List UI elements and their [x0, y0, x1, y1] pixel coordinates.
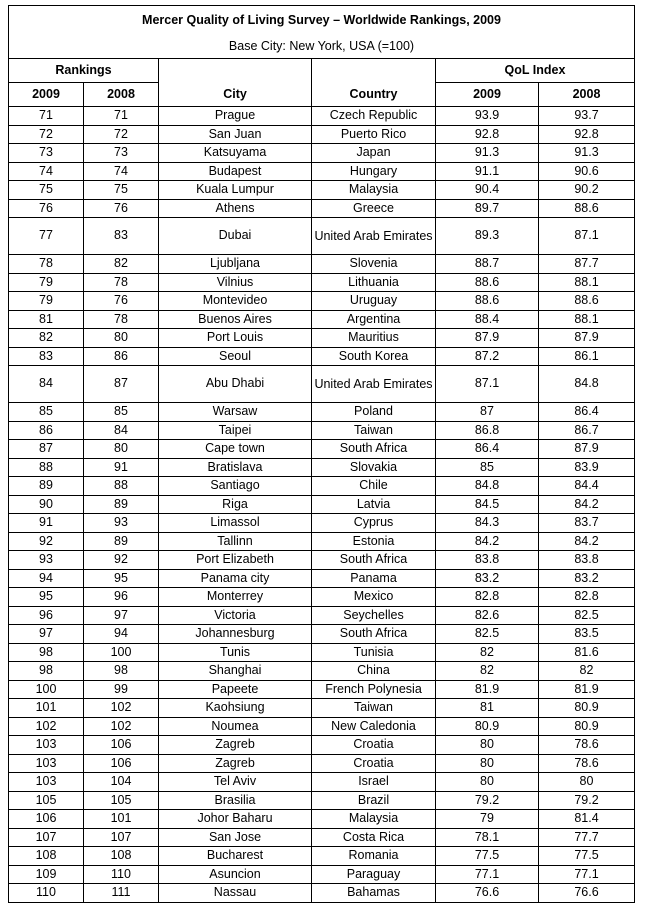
- qol-2009-cell: 88.6: [436, 273, 539, 292]
- city-cell: Limassol: [159, 514, 312, 533]
- qol-2009-cell: 83.2: [436, 569, 539, 588]
- rank-2008-cell: 110: [84, 865, 159, 884]
- rank-2008-cell: 86: [84, 347, 159, 366]
- country-cell: United Arab Emirates: [312, 366, 436, 403]
- rank-2009-cell: 83: [9, 347, 84, 366]
- city-cell: Noumea: [159, 717, 312, 736]
- city-cell: Johor Baharu: [159, 810, 312, 829]
- table-row: [9, 828, 635, 847]
- table-row: [9, 347, 635, 366]
- country-cell: Taiwan: [312, 699, 436, 718]
- city-cell: Ljubljana: [159, 255, 312, 274]
- table-row: [9, 366, 635, 403]
- table-row: [9, 144, 635, 163]
- qol-2008-cell: 84.2: [539, 495, 635, 514]
- qol-2008-cell: 80.9: [539, 699, 635, 718]
- country-cell: Greece: [312, 199, 436, 218]
- qol-2009-cell: 87.1: [436, 366, 539, 403]
- rank-2008-cell: 78: [84, 310, 159, 329]
- qol-index-group-header: QoL Index: [436, 59, 635, 83]
- qol-2009-cell: 81.9: [436, 680, 539, 699]
- rank-2009-cell: 107: [9, 828, 84, 847]
- country-cell: Panama: [312, 569, 436, 588]
- qol-2008-cell: 90.2: [539, 181, 635, 200]
- qol-2008-cell: 79.2: [539, 791, 635, 810]
- country-cell: Slovenia: [312, 255, 436, 274]
- city-cell: Bratislava: [159, 458, 312, 477]
- rank-2009-cell: 79: [9, 273, 84, 292]
- qol-2009-cell: 84.3: [436, 514, 539, 533]
- table-row: [9, 643, 635, 662]
- rank-2009-cell: 103: [9, 754, 84, 773]
- qol-2009-cell: 82: [436, 662, 539, 681]
- qol-2008-cell: 88.1: [539, 310, 635, 329]
- qol-2009-cell: 83.8: [436, 551, 539, 570]
- city-cell: Buenos Aires: [159, 310, 312, 329]
- table-row: [9, 699, 635, 718]
- table-row: [9, 551, 635, 570]
- table-row: [9, 625, 635, 644]
- country-cell: Slovakia: [312, 458, 436, 477]
- qol-2009-cell: 80.9: [436, 717, 539, 736]
- qol-2009-cell: 85: [436, 458, 539, 477]
- rank-2009-cell: 84: [9, 366, 84, 403]
- qol-2009-cell: 93.9: [436, 107, 539, 126]
- rank-2008-cell: 101: [84, 810, 159, 829]
- rank-2008-cell: 91: [84, 458, 159, 477]
- qol-2008-cell: 84.4: [539, 477, 635, 496]
- rank-2008-cell: 88: [84, 477, 159, 496]
- city-cell: Budapest: [159, 162, 312, 181]
- table-row: [9, 310, 635, 329]
- rank-2009-cell: 98: [9, 643, 84, 662]
- qol-2008-cell: 84.2: [539, 532, 635, 551]
- qol-2009-cell: 88.7: [436, 255, 539, 274]
- qol-2009-header: 2009: [436, 83, 539, 107]
- country-cell: Hungary: [312, 162, 436, 181]
- qol-2009-cell: 82.8: [436, 588, 539, 607]
- city-cell: Zagreb: [159, 736, 312, 755]
- qol-2009-cell: 84.8: [436, 477, 539, 496]
- rank-2008-cell: 89: [84, 532, 159, 551]
- country-cell: Croatia: [312, 736, 436, 755]
- rank-2009-cell: 108: [9, 847, 84, 866]
- rank-2008-cell: 107: [84, 828, 159, 847]
- qol-2009-cell: 87.9: [436, 329, 539, 348]
- city-cell: Katsuyama: [159, 144, 312, 163]
- qol-2008-cell: 83.8: [539, 551, 635, 570]
- qol-2008-cell: 93.7: [539, 107, 635, 126]
- city-cell: Riga: [159, 495, 312, 514]
- rank-2009-cell: 103: [9, 736, 84, 755]
- rank-2009-cell: 94: [9, 569, 84, 588]
- qol-2008-cell: 77.5: [539, 847, 635, 866]
- city-cell: Zagreb: [159, 754, 312, 773]
- rank-2008-cell: 102: [84, 717, 159, 736]
- table-subtitle: Base City: New York, USA (=100): [9, 34, 635, 59]
- qol-2008-cell: 86.1: [539, 347, 635, 366]
- country-cell: Latvia: [312, 495, 436, 514]
- rank-2008-cell: 94: [84, 625, 159, 644]
- qol-2008-cell: 80.9: [539, 717, 635, 736]
- country-cell: Tunisia: [312, 643, 436, 662]
- qol-2009-cell: 77.1: [436, 865, 539, 884]
- city-cell: Johannesburg: [159, 625, 312, 644]
- rank-2009-cell: 74: [9, 162, 84, 181]
- table-row: [9, 884, 635, 903]
- city-cell: Tallinn: [159, 532, 312, 551]
- rank-2009-header: 2009: [9, 83, 84, 107]
- rank-2009-cell: 96: [9, 606, 84, 625]
- table-row: [9, 754, 635, 773]
- table-row: [9, 680, 635, 699]
- city-cell: San Juan: [159, 125, 312, 144]
- country-cell: United Arab Emirates: [312, 218, 436, 255]
- rank-2008-cell: 100: [84, 643, 159, 662]
- rank-2009-cell: 78: [9, 255, 84, 274]
- country-cell: French Polynesia: [312, 680, 436, 699]
- rank-2008-cell: 93: [84, 514, 159, 533]
- rank-2008-cell: 99: [84, 680, 159, 699]
- qol-2008-cell: 87.9: [539, 329, 635, 348]
- rank-2009-cell: 110: [9, 884, 84, 903]
- qol-2008-cell: 83.5: [539, 625, 635, 644]
- rank-2009-cell: 76: [9, 199, 84, 218]
- table-row: [9, 606, 635, 625]
- rank-2009-cell: 75: [9, 181, 84, 200]
- qol-2009-cell: 88.4: [436, 310, 539, 329]
- table-row: [9, 773, 635, 792]
- qol-2008-cell: 88.6: [539, 199, 635, 218]
- table-row: [9, 440, 635, 459]
- table-row: [9, 588, 635, 607]
- qol-2008-cell: 83.9: [539, 458, 635, 477]
- country-cell: Japan: [312, 144, 436, 163]
- table-row: [9, 458, 635, 477]
- qol-2009-cell: 91.1: [436, 162, 539, 181]
- rank-2008-cell: 105: [84, 791, 159, 810]
- country-cell: Paraguay: [312, 865, 436, 884]
- country-cell: New Caledonia: [312, 717, 436, 736]
- city-cell: Tel Aviv: [159, 773, 312, 792]
- qol-2009-cell: 87.2: [436, 347, 539, 366]
- qol-2009-cell: 92.8: [436, 125, 539, 144]
- country-cell: China: [312, 662, 436, 681]
- country-cell: South Africa: [312, 440, 436, 459]
- rank-2008-cell: 80: [84, 329, 159, 348]
- table-row: [9, 662, 635, 681]
- country-header: Country: [312, 59, 436, 107]
- rank-2009-cell: 102: [9, 717, 84, 736]
- qol-2008-cell: 82.5: [539, 606, 635, 625]
- rank-2008-cell: 95: [84, 569, 159, 588]
- rank-2008-cell: 78: [84, 273, 159, 292]
- table-row: [9, 532, 635, 551]
- qol-2008-cell: 81.6: [539, 643, 635, 662]
- qol-2009-cell: 84.5: [436, 495, 539, 514]
- rank-2009-cell: 93: [9, 551, 84, 570]
- country-cell: Uruguay: [312, 292, 436, 311]
- rank-2009-cell: 97: [9, 625, 84, 644]
- rank-2009-cell: 90: [9, 495, 84, 514]
- country-cell: Israel: [312, 773, 436, 792]
- country-cell: Chile: [312, 477, 436, 496]
- qol-2009-cell: 82: [436, 643, 539, 662]
- qol-2009-cell: 84.2: [436, 532, 539, 551]
- table-row: [9, 569, 635, 588]
- table-row: [9, 273, 635, 292]
- qol-2009-cell: 87: [436, 403, 539, 422]
- qol-2008-cell: 81.4: [539, 810, 635, 829]
- rank-2009-cell: 92: [9, 532, 84, 551]
- rank-2009-cell: 79: [9, 292, 84, 311]
- rank-2008-cell: 72: [84, 125, 159, 144]
- rank-2008-cell: 80: [84, 440, 159, 459]
- city-cell: San Jose: [159, 828, 312, 847]
- qol-2008-cell: 77.7: [539, 828, 635, 847]
- qol-2008-cell: 78.6: [539, 736, 635, 755]
- qol-2008-cell: 77.1: [539, 865, 635, 884]
- qol-2008-cell: 88.1: [539, 273, 635, 292]
- country-cell: Croatia: [312, 754, 436, 773]
- table-row: [9, 199, 635, 218]
- qol-2009-cell: 77.5: [436, 847, 539, 866]
- rank-2009-cell: 88: [9, 458, 84, 477]
- city-cell: Prague: [159, 107, 312, 126]
- qol-2009-cell: 89.3: [436, 218, 539, 255]
- table-row: [9, 181, 635, 200]
- country-cell: Mexico: [312, 588, 436, 607]
- rank-2009-cell: 85: [9, 403, 84, 422]
- city-cell: Warsaw: [159, 403, 312, 422]
- rank-2008-cell: 108: [84, 847, 159, 866]
- qol-2009-cell: 82.6: [436, 606, 539, 625]
- rank-2008-cell: 87: [84, 366, 159, 403]
- country-cell: Romania: [312, 847, 436, 866]
- rank-2009-cell: 77: [9, 218, 84, 255]
- qol-2008-cell: 81.9: [539, 680, 635, 699]
- qol-2008-cell: 84.8: [539, 366, 635, 403]
- qol-2008-cell: 87.1: [539, 218, 635, 255]
- table-row: [9, 255, 635, 274]
- rank-2008-cell: 89: [84, 495, 159, 514]
- qol-2009-cell: 90.4: [436, 181, 539, 200]
- rank-2008-header: 2008: [84, 83, 159, 107]
- qol-2009-cell: 80: [436, 754, 539, 773]
- rankings-group-header: Rankings: [9, 59, 159, 83]
- qol-2008-cell: 86.4: [539, 403, 635, 422]
- table-row: [9, 514, 635, 533]
- rank-2009-cell: 87: [9, 440, 84, 459]
- qol-2009-cell: 80: [436, 736, 539, 755]
- rank-2009-cell: 106: [9, 810, 84, 829]
- qol-2009-cell: 88.6: [436, 292, 539, 311]
- qol-2008-cell: 83.7: [539, 514, 635, 533]
- table-row: [9, 495, 635, 514]
- rank-2008-cell: 106: [84, 754, 159, 773]
- city-cell: Kaohsiung: [159, 699, 312, 718]
- qol-2008-cell: 90.6: [539, 162, 635, 181]
- rank-2009-cell: 105: [9, 791, 84, 810]
- qol-2008-cell: 91.3: [539, 144, 635, 163]
- table-row: [9, 810, 635, 829]
- city-cell: Taipei: [159, 421, 312, 440]
- city-cell: Port Louis: [159, 329, 312, 348]
- qol-2009-cell: 81: [436, 699, 539, 718]
- qol-2009-cell: 79: [436, 810, 539, 829]
- qol-2009-cell: 86.8: [436, 421, 539, 440]
- country-cell: Czech Republic: [312, 107, 436, 126]
- rank-2009-cell: 82: [9, 329, 84, 348]
- rank-2008-cell: 76: [84, 199, 159, 218]
- country-cell: South Africa: [312, 625, 436, 644]
- qol-2008-cell: 80: [539, 773, 635, 792]
- country-cell: South Africa: [312, 551, 436, 570]
- country-cell: Brazil: [312, 791, 436, 810]
- rank-2009-cell: 72: [9, 125, 84, 144]
- city-cell: Athens: [159, 199, 312, 218]
- country-cell: Seychelles: [312, 606, 436, 625]
- rank-2009-cell: 101: [9, 699, 84, 718]
- country-cell: Cyprus: [312, 514, 436, 533]
- rankings-table: [8, 5, 635, 903]
- city-cell: Dubai: [159, 218, 312, 255]
- rank-2008-cell: 82: [84, 255, 159, 274]
- qol-2008-cell: 88.6: [539, 292, 635, 311]
- rank-2009-cell: 103: [9, 773, 84, 792]
- qol-2009-cell: 76.6: [436, 884, 539, 903]
- rank-2008-cell: 84: [84, 421, 159, 440]
- city-cell: Port Elizabeth: [159, 551, 312, 570]
- qol-2009-cell: 78.1: [436, 828, 539, 847]
- qol-2008-cell: 86.7: [539, 421, 635, 440]
- city-header: City: [159, 59, 312, 107]
- city-cell: Montevideo: [159, 292, 312, 311]
- table-row: [9, 717, 635, 736]
- table-row: [9, 403, 635, 422]
- city-cell: Nassau: [159, 884, 312, 903]
- qol-2009-cell: 79.2: [436, 791, 539, 810]
- rank-2009-cell: 71: [9, 107, 84, 126]
- rank-2008-cell: 75: [84, 181, 159, 200]
- rank-2008-cell: 85: [84, 403, 159, 422]
- rank-2008-cell: 96: [84, 588, 159, 607]
- qol-2008-cell: 87.9: [539, 440, 635, 459]
- country-cell: Malaysia: [312, 181, 436, 200]
- rank-2009-cell: 86: [9, 421, 84, 440]
- country-cell: Estonia: [312, 532, 436, 551]
- table-title: Mercer Quality of Living Survey – Worldwide Rankings, 2009: [9, 6, 635, 35]
- city-cell: Tunis: [159, 643, 312, 662]
- rank-2009-cell: 98: [9, 662, 84, 681]
- rank-2009-cell: 95: [9, 588, 84, 607]
- rank-2008-cell: 71: [84, 107, 159, 126]
- country-cell: Argentina: [312, 310, 436, 329]
- city-cell: Abu Dhabi: [159, 366, 312, 403]
- table-row: [9, 791, 635, 810]
- table-row: [9, 125, 635, 144]
- rank-2008-cell: 83: [84, 218, 159, 255]
- table-row: [9, 736, 635, 755]
- country-cell: Mauritius: [312, 329, 436, 348]
- table-row: [9, 162, 635, 181]
- rank-2009-cell: 73: [9, 144, 84, 163]
- country-cell: Bahamas: [312, 884, 436, 903]
- city-cell: Bucharest: [159, 847, 312, 866]
- country-cell: Lithuania: [312, 273, 436, 292]
- country-cell: Taiwan: [312, 421, 436, 440]
- qol-2008-cell: 76.6: [539, 884, 635, 903]
- rank-2009-cell: 100: [9, 680, 84, 699]
- city-cell: Victoria: [159, 606, 312, 625]
- country-cell: Puerto Rico: [312, 125, 436, 144]
- table-row: [9, 865, 635, 884]
- city-cell: Kuala Lumpur: [159, 181, 312, 200]
- rank-2008-cell: 106: [84, 736, 159, 755]
- qol-2008-cell: 83.2: [539, 569, 635, 588]
- table-row: [9, 477, 635, 496]
- rank-2009-cell: 109: [9, 865, 84, 884]
- table-row: [9, 218, 635, 255]
- city-cell: Santiago: [159, 477, 312, 496]
- city-cell: Seoul: [159, 347, 312, 366]
- table-row: [9, 107, 635, 126]
- rankings-table-container: [8, 5, 635, 903]
- rank-2008-cell: 76: [84, 292, 159, 311]
- rank-2008-cell: 92: [84, 551, 159, 570]
- rank-2008-cell: 97: [84, 606, 159, 625]
- city-cell: Monterrey: [159, 588, 312, 607]
- country-cell: Costa Rica: [312, 828, 436, 847]
- table-row: [9, 847, 635, 866]
- rank-2008-cell: 104: [84, 773, 159, 792]
- rank-2008-cell: 111: [84, 884, 159, 903]
- qol-2009-cell: 80: [436, 773, 539, 792]
- table-row: [9, 421, 635, 440]
- table-row: [9, 292, 635, 311]
- city-cell: Vilnius: [159, 273, 312, 292]
- qol-2008-header: 2008: [539, 83, 635, 107]
- city-cell: Shanghai: [159, 662, 312, 681]
- country-cell: South Korea: [312, 347, 436, 366]
- rank-2008-cell: 98: [84, 662, 159, 681]
- rank-2009-cell: 91: [9, 514, 84, 533]
- qol-2009-cell: 91.3: [436, 144, 539, 163]
- country-cell: Malaysia: [312, 810, 436, 829]
- qol-2009-cell: 89.7: [436, 199, 539, 218]
- qol-2008-cell: 82: [539, 662, 635, 681]
- country-cell: Poland: [312, 403, 436, 422]
- rank-2008-cell: 102: [84, 699, 159, 718]
- city-cell: Papeete: [159, 680, 312, 699]
- rank-2009-cell: 81: [9, 310, 84, 329]
- rank-2008-cell: 74: [84, 162, 159, 181]
- rank-2008-cell: 73: [84, 144, 159, 163]
- city-cell: Brasilia: [159, 791, 312, 810]
- city-cell: Panama city: [159, 569, 312, 588]
- qol-2008-cell: 87.7: [539, 255, 635, 274]
- rank-2009-cell: 89: [9, 477, 84, 496]
- table-row: [9, 329, 635, 348]
- qol-2008-cell: 92.8: [539, 125, 635, 144]
- qol-2009-cell: 82.5: [436, 625, 539, 644]
- city-cell: Cape town: [159, 440, 312, 459]
- city-cell: Asuncion: [159, 865, 312, 884]
- qol-2008-cell: 82.8: [539, 588, 635, 607]
- qol-2008-cell: 78.6: [539, 754, 635, 773]
- qol-2009-cell: 86.4: [436, 440, 539, 459]
